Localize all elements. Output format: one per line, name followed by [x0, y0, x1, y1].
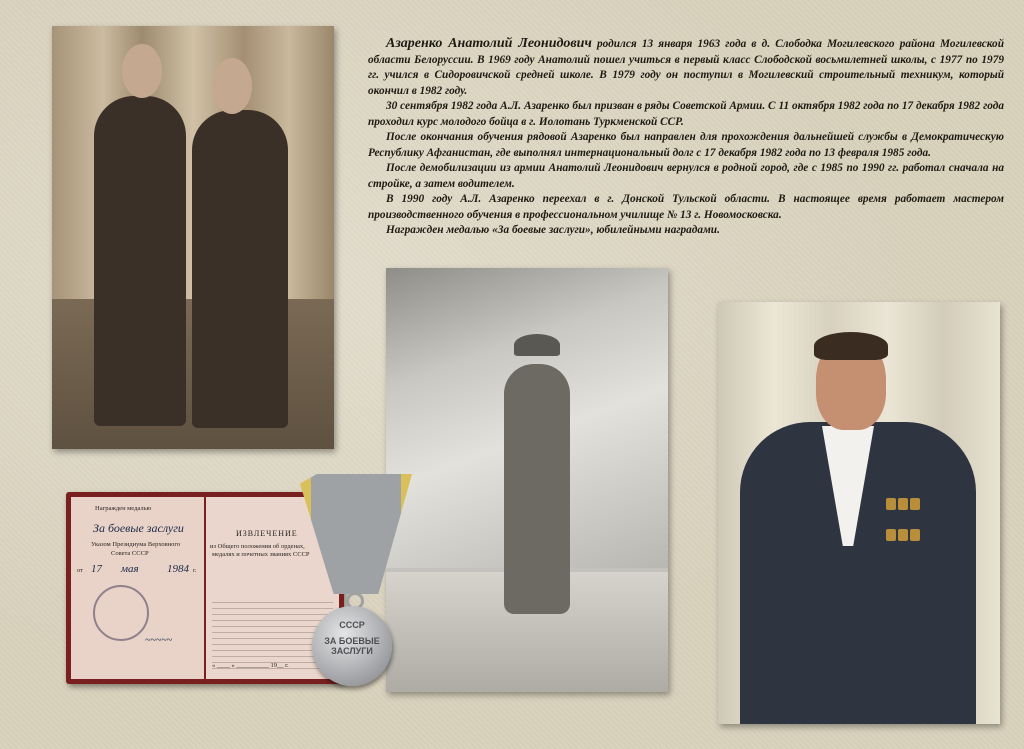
photo-veteran-portrait [718, 302, 1000, 724]
award-certificate [66, 492, 344, 684]
cert-extract-title: ИЗВЛЕЧЕНИЕ [236, 529, 298, 538]
cert-date-month: мая [121, 563, 139, 575]
soldier-right-head [212, 58, 252, 114]
bio-paragraph-1: Азаренко Анатолий Леонидович родился 13 января 1963 года в д. Слободка Могилевского района Могилевской области Белоруссии. В 1969 году Анатолий пошел учиться в первый класс Слободской восьмилетней школы, с 1977 по 1979 гг. учился в Сидоровичской средней школе. В 1979 году он поступил в Могилевский строительный техникум, который окончил в 1982 году. [368, 36, 1004, 97]
cert-date-from: от [77, 567, 84, 574]
bio-paragraph-3: После окончания обучения рядовой Азаренко был направлен для прохождения дальнейшей службы в Демократическую Республику Афганистан, где выполнял интернациональный долг с 17 декабря 1982 года по 13 февраля 1985 года. [368, 131, 1004, 159]
cert-awarded-label: Награжден медалью [95, 505, 152, 512]
certificate-left-page [71, 497, 204, 679]
signature: ~~~~~ [145, 635, 173, 646]
bio-paragraph-5: В 1990 году А.Л. Азаренко переехал в г. Донской Тульской области. В настоящее время работает мастером производственного обучения в профессиональном училище № 13 г. Новомосковска. [368, 193, 1004, 221]
cert-date-suffix: г. [193, 567, 197, 574]
soldier-left [94, 96, 186, 426]
biography-text [368, 36, 1004, 239]
cert-extract-line2: медалях и почетных званиях СССР [212, 551, 310, 558]
medal-text-ussr: СССР [339, 620, 365, 630]
soldier-figure [504, 364, 570, 614]
medals-on-jacket [886, 498, 926, 558]
medal-text-motto: ЗА БОЕВЫЕ ЗАСЛУГИ [324, 636, 380, 656]
cert-date-year: 1984 [167, 563, 189, 575]
medal-combat-merit [312, 606, 392, 686]
soldier-left-head [122, 44, 162, 98]
hair [814, 332, 888, 360]
cert-footer-date: « ____ » __________ 19__ г. [212, 662, 289, 669]
person-name: Азаренко Анатолий Леонидович [386, 36, 592, 51]
soldier-right [192, 110, 288, 428]
cert-medal-name: За боевые заслуги [93, 521, 184, 535]
cert-decree-line1: Указом Президиума Верховного [91, 541, 181, 548]
panama-hat [514, 334, 560, 356]
bio-paragraph-6: Награжден медалью «За боевые заслуги», юбилейными наградами. [386, 224, 720, 236]
photo-soldier-afghanistan [386, 268, 668, 692]
photo-two-soldiers [52, 26, 334, 449]
bio-paragraph-2: 30 сентября 1982 года А.Л. Азаренко был призван в ряды Советской Армии. С 11 октября 1982 года по 17 декабря 1982 года проходил курс молодого бойца в г. Иолотань Туркменской ССР. [368, 100, 1004, 128]
cert-date-day: 17 [91, 563, 102, 575]
bio-paragraph-4: После демобилизации из армии Анатолий Леонидович вернулся в родной город, где с 1985 по 1990 гг. работал сначала на стройке, а затем водителем. [368, 162, 1004, 190]
cert-extract-line1: из Общего положения об орденах, [210, 543, 305, 550]
official-stamp [93, 585, 149, 641]
cert-decree-line2: Совета СССР [111, 550, 149, 557]
